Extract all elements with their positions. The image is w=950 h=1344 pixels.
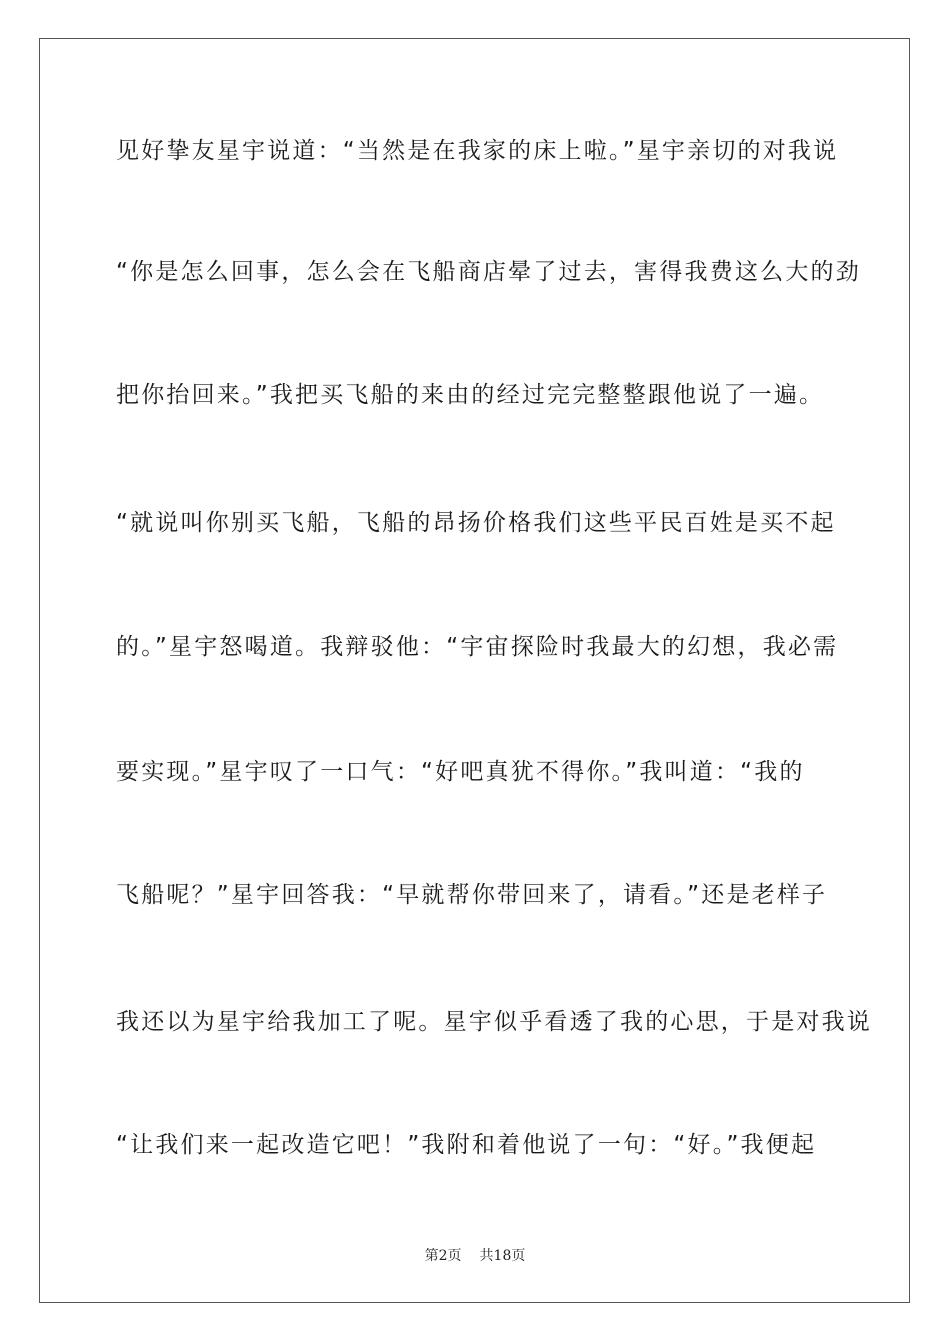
page-number: 第2页	[424, 1248, 462, 1264]
body-text-line: 见好挚友星宇说道：“当然是在我家的床上啦。”星宇亲切的对我说	[116, 138, 839, 164]
body-text-line: 要实现。”星宇叹了一口气：“好吧真犹不得你。”我叫道：“我的	[116, 759, 805, 785]
page-total: 共18页	[479, 1248, 526, 1264]
page-border	[39, 38, 910, 1303]
body-text-line: “就说叫你别买飞船，飞船的昂扬价格我们这些平民百姓是买不起	[116, 510, 836, 536]
body-text-line: “让我们来一起改造它吧！”我附和着他说了一句：“好。”我便起	[116, 1132, 817, 1158]
body-text-line: 把你抬回来。”我把买飞船的来由的经过完完整整跟他说了一遍。	[116, 382, 825, 408]
body-text-line: 的。”星宇怒喝道。我辩驳他：“宇宙探险时我最大的幻想，我必需	[116, 634, 839, 660]
page-footer	[0, 1245, 950, 1265]
body-text-line: “你是怎么回事，怎么会在飞船商店晕了过去，害得我费这么大的劲	[116, 259, 861, 285]
body-text-line: 飞船呢？”星宇回答我：“早就帮你带回来了，请看。”还是老样子	[116, 882, 828, 908]
body-text-line: 我还以为星宇给我加工了呢。星宇似乎看透了我的心思，于是对我说	[116, 1009, 872, 1035]
